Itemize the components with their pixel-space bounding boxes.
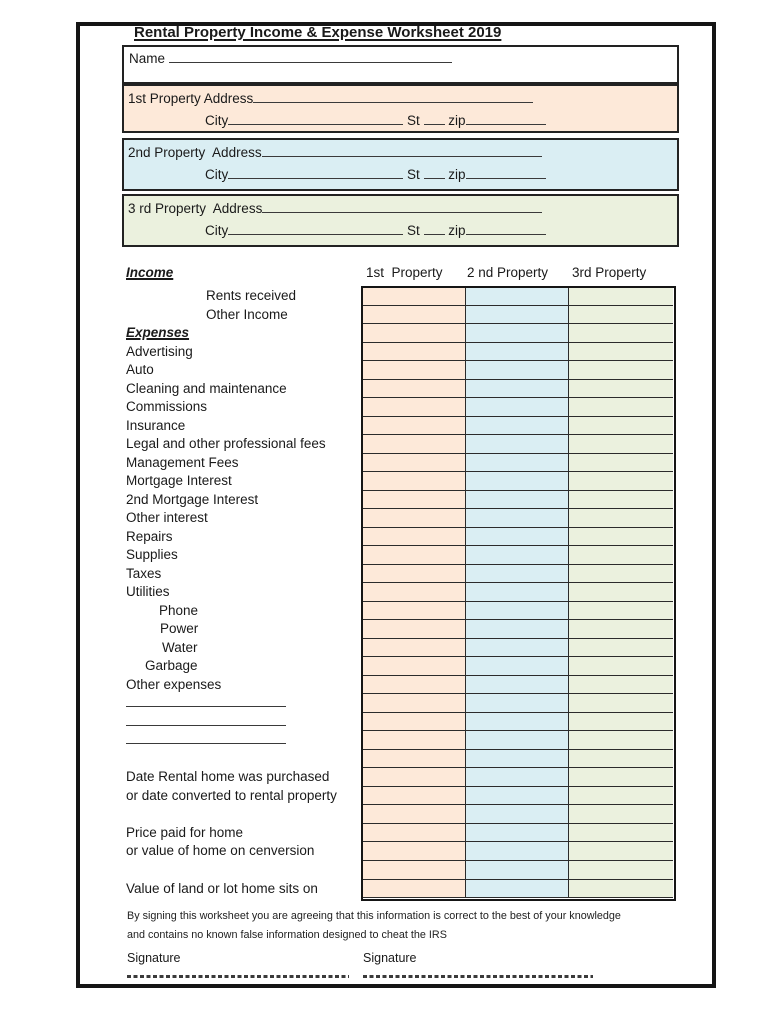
worksheet-row: [126, 583, 673, 602]
cell-1st-property[interactable]: [362, 805, 465, 824]
cell-1st-property[interactable]: [362, 306, 465, 325]
cell-2nd-property[interactable]: [465, 787, 568, 806]
row-label: [126, 805, 362, 824]
cell-2nd-property[interactable]: [465, 565, 568, 584]
cell-1st-property[interactable]: [362, 509, 465, 528]
cell-2nd-property[interactable]: [465, 306, 568, 325]
worksheet-row: [126, 639, 673, 658]
worksheet-row: [126, 861, 673, 880]
cell-2nd-property[interactable]: [465, 583, 568, 602]
property-2-st-fill-line[interactable]: [424, 166, 445, 179]
cell-1st-property[interactable]: [362, 657, 465, 676]
worksheet-grid: [126, 287, 673, 898]
cell-2nd-property[interactable]: [465, 842, 568, 861]
row-label: Other expenses: [126, 676, 222, 692]
custom-expense-label: [126, 694, 362, 713]
worksheet-row: [126, 454, 673, 473]
cell-2nd-property[interactable]: [465, 454, 568, 473]
custom-expense-fill-line[interactable]: [126, 694, 286, 707]
property-3-address-fill-line[interactable]: [262, 200, 542, 213]
worksheet-row: [126, 324, 673, 343]
row-label: Power: [160, 621, 199, 637]
row-label: Management Fees: [126, 454, 239, 470]
custom-expense-label: [126, 713, 362, 732]
column-header-2nd-property: 2 nd Property: [467, 265, 549, 280]
worksheet-row: [126, 528, 673, 547]
cell-3rd-property[interactable]: [568, 454, 673, 473]
cell-1st-property[interactable]: [362, 417, 465, 436]
property-1-zip-fill-line[interactable]: [466, 112, 546, 125]
cell-1st-property[interactable]: [362, 676, 465, 695]
custom-expense-label: [126, 731, 362, 750]
cell-3rd-property[interactable]: [568, 620, 673, 639]
cell-2nd-property[interactable]: [465, 639, 568, 658]
cell-1st-property[interactable]: [362, 602, 465, 621]
worksheet-row: [126, 805, 673, 824]
cell-3rd-property[interactable]: [568, 528, 673, 547]
cell-1st-property[interactable]: [362, 824, 465, 843]
cell-2nd-property[interactable]: [465, 417, 568, 436]
cell-2nd-property[interactable]: [465, 398, 568, 417]
cell-1st-property[interactable]: [362, 287, 465, 306]
worksheet-header: [126, 265, 675, 280]
property-2-st-label: St: [403, 167, 424, 182]
cell-2nd-property[interactable]: [465, 620, 568, 639]
worksheet-row: [126, 768, 673, 787]
row-label: [126, 861, 362, 880]
property-box-2: [122, 138, 679, 191]
cell-3rd-property[interactable]: [568, 472, 673, 491]
cell-1st-property[interactable]: [362, 620, 465, 639]
cell-1st-property[interactable]: [362, 435, 465, 454]
cell-1st-property[interactable]: [362, 694, 465, 713]
expenses-heading: Expenses: [126, 325, 190, 341]
row-label: or date converted to rental property: [126, 787, 337, 803]
row-label: Advertising: [126, 343, 193, 359]
cell-3rd-property[interactable]: [568, 417, 673, 436]
property-2-address-fill-line[interactable]: [262, 144, 542, 157]
cell-1st-property[interactable]: [362, 491, 465, 510]
cell-2nd-property[interactable]: [465, 657, 568, 676]
cell-2nd-property[interactable]: [465, 435, 568, 454]
row-label: Other interest: [126, 510, 208, 526]
property-box-1: [122, 84, 679, 133]
name-box: [122, 45, 679, 84]
cell-3rd-property[interactable]: [568, 324, 673, 343]
worksheet-row: [126, 880, 673, 899]
cell-1st-property[interactable]: [362, 861, 465, 880]
cell-3rd-property[interactable]: [568, 287, 673, 306]
worksheet-row: [126, 842, 673, 861]
row-label: Taxes: [126, 565, 162, 581]
property-1-city-label: City: [205, 113, 229, 128]
row-label: Value of land or lot home sits on: [126, 880, 318, 896]
worksheet-row: [126, 676, 673, 695]
cell-3rd-property[interactable]: [568, 306, 673, 325]
cell-3rd-property[interactable]: [568, 583, 673, 602]
worksheet-row: [126, 824, 673, 843]
worksheet-row: [126, 694, 673, 713]
worksheet-row: [126, 509, 673, 528]
worksheet-row: [126, 472, 673, 491]
row-label: Date Rental home was purchased: [126, 769, 330, 785]
cell-2nd-property[interactable]: [465, 380, 568, 399]
column-header-1st-property: 1st Property: [366, 265, 443, 280]
cell-3rd-property[interactable]: [568, 657, 673, 676]
cell-2nd-property[interactable]: [465, 509, 568, 528]
signature-fill-line-left[interactable]: [127, 975, 349, 978]
signature-label-right: Signature: [363, 951, 417, 965]
worksheet-row: [126, 787, 673, 806]
row-label: Rents received: [206, 288, 297, 303]
property-2-city-fill-line[interactable]: [228, 166, 403, 179]
cell-1st-property[interactable]: [362, 472, 465, 491]
cell-2nd-property[interactable]: [465, 324, 568, 343]
cell-3rd-property[interactable]: [568, 861, 673, 880]
property-3-st-label: St: [403, 223, 424, 238]
cell-3rd-property[interactable]: [568, 565, 673, 584]
cell-3rd-property[interactable]: [568, 491, 673, 510]
cell-1st-property[interactable]: [362, 787, 465, 806]
worksheet-row: [126, 306, 673, 325]
row-label: Legal and other professional fees: [126, 436, 326, 452]
cell-1st-property[interactable]: [362, 639, 465, 658]
cell-3rd-property[interactable]: [568, 824, 673, 843]
property-3-zip-fill-line[interactable]: [466, 222, 546, 235]
property-3-address-label: 3 rd Property Address: [128, 201, 263, 216]
cell-3rd-property[interactable]: [568, 805, 673, 824]
cell-3rd-property[interactable]: [568, 694, 673, 713]
cell-2nd-property[interactable]: [465, 343, 568, 362]
row-label: Mortgage Interest: [126, 473, 232, 489]
cell-2nd-property[interactable]: [465, 528, 568, 547]
worksheet-row: [126, 713, 673, 732]
row-label: Price paid for home: [126, 824, 244, 840]
cell-1st-property[interactable]: [362, 343, 465, 362]
row-label: Supplies: [126, 547, 178, 563]
property-1-st-label: St: [403, 113, 424, 128]
cell-1st-property[interactable]: [362, 713, 465, 732]
cell-2nd-property[interactable]: [465, 880, 568, 899]
cell-2nd-property[interactable]: [465, 472, 568, 491]
cell-3rd-property[interactable]: [568, 842, 673, 861]
cell-3rd-property[interactable]: [568, 713, 673, 732]
worksheet-row: [126, 565, 673, 584]
worksheet-row: [126, 750, 673, 769]
worksheet-row: [126, 343, 673, 362]
cell-3rd-property[interactable]: [568, 676, 673, 695]
cell-1st-property[interactable]: [362, 398, 465, 417]
cell-2nd-property[interactable]: [465, 491, 568, 510]
property-2-address-label: 2nd Property Address: [128, 145, 262, 160]
cell-2nd-property[interactable]: [465, 361, 568, 380]
row-label: Water: [162, 639, 198, 655]
row-label: Phone: [159, 602, 199, 618]
property-2-zip-fill-line[interactable]: [466, 166, 546, 179]
signature-label-left: Signature: [127, 951, 181, 965]
name-label: Name: [129, 51, 169, 66]
worksheet-row: [126, 435, 673, 454]
worksheet-row: [126, 602, 673, 621]
property-3-city-fill-line[interactable]: [228, 222, 403, 235]
worksheet-row: [126, 731, 673, 750]
cell-1st-property[interactable]: [362, 750, 465, 769]
property-3-st-fill-line[interactable]: [424, 222, 445, 235]
cell-1st-property[interactable]: [362, 880, 465, 899]
cell-3rd-property[interactable]: [568, 546, 673, 565]
worksheet-row: [126, 398, 673, 417]
cell-3rd-property[interactable]: [568, 343, 673, 362]
row-label: Repairs: [126, 528, 173, 544]
worksheet-row: [126, 620, 673, 639]
disclaimer-line-1: By signing this worksheet you are agreeing that this information is correct to the best of your knowledge: [127, 910, 621, 922]
cell-2nd-property[interactable]: [465, 731, 568, 750]
row-label: 2nd Mortgage Interest: [126, 491, 259, 507]
property-2-zip-label: zip: [444, 167, 466, 182]
cell-3rd-property[interactable]: [568, 380, 673, 399]
worksheet-row: [126, 287, 673, 306]
cell-3rd-property[interactable]: [568, 731, 673, 750]
row-label: Cleaning and maintenance: [126, 380, 287, 396]
row-label: Other Income: [206, 306, 288, 322]
cell-2nd-property[interactable]: [465, 750, 568, 769]
cell-3rd-property[interactable]: [568, 639, 673, 658]
row-label: Commissions: [126, 399, 208, 415]
row-label: Insurance: [126, 417, 186, 433]
signature-fill-line-right[interactable]: [363, 975, 593, 978]
cell-1st-property[interactable]: [362, 454, 465, 473]
worksheet-row: [126, 491, 673, 510]
row-label: Garbage: [145, 658, 198, 674]
cell-1st-property[interactable]: [362, 731, 465, 750]
property-box-3: [122, 194, 679, 247]
cell-3rd-property[interactable]: [568, 880, 673, 899]
custom-expense-fill-line[interactable]: [126, 713, 286, 726]
cell-1st-property[interactable]: [362, 565, 465, 584]
property-3-zip-label: zip: [444, 223, 466, 238]
property-1-st-fill-line[interactable]: [424, 112, 445, 125]
property-1-address-fill-line[interactable]: [253, 90, 533, 103]
cell-1st-property[interactable]: [362, 842, 465, 861]
cell-2nd-property[interactable]: [465, 676, 568, 695]
row-label: [126, 750, 362, 769]
disclaimer-line-2: and contains no known false information designed to cheat the IRS: [127, 929, 447, 941]
cell-3rd-property[interactable]: [568, 509, 673, 528]
property-3-city-label: City: [205, 223, 229, 238]
cell-2nd-property[interactable]: [465, 861, 568, 880]
cell-2nd-property[interactable]: [465, 287, 568, 306]
cell-3rd-property[interactable]: [568, 750, 673, 769]
worksheet-row: [126, 417, 673, 436]
worksheet-row: [126, 546, 673, 565]
row-label: Auto: [126, 362, 154, 378]
property-2-city-label: City: [205, 167, 229, 182]
name-fill-line[interactable]: [169, 50, 452, 63]
property-1-city-fill-line[interactable]: [228, 112, 403, 125]
cell-3rd-property[interactable]: [568, 602, 673, 621]
cell-2nd-property[interactable]: [465, 768, 568, 787]
property-1-zip-label: zip: [444, 113, 466, 128]
cell-3rd-property[interactable]: [568, 787, 673, 806]
cell-3rd-property[interactable]: [568, 768, 673, 787]
worksheet-row: [126, 657, 673, 676]
page-title: Rental Property Income & Expense Worksheet 2019: [134, 24, 502, 41]
cell-2nd-property[interactable]: [465, 546, 568, 565]
cell-1st-property[interactable]: [362, 324, 465, 343]
cell-2nd-property[interactable]: [465, 602, 568, 621]
cell-1st-property[interactable]: [362, 583, 465, 602]
income-heading: Income: [126, 265, 174, 280]
worksheet-row: [126, 380, 673, 399]
cell-1st-property[interactable]: [362, 528, 465, 547]
cell-3rd-property[interactable]: [568, 361, 673, 380]
cell-2nd-property[interactable]: [465, 805, 568, 824]
cell-2nd-property[interactable]: [465, 824, 568, 843]
cell-1st-property[interactable]: [362, 380, 465, 399]
cell-1st-property[interactable]: [362, 361, 465, 380]
cell-1st-property[interactable]: [362, 768, 465, 787]
worksheet-row: [126, 361, 673, 380]
property-1-address-label: 1st Property Address: [128, 91, 254, 106]
custom-expense-fill-line[interactable]: [126, 731, 286, 744]
column-header-3rd-property: 3rd Property: [572, 265, 647, 280]
cell-3rd-property[interactable]: [568, 398, 673, 417]
cell-2nd-property[interactable]: [465, 694, 568, 713]
cell-2nd-property[interactable]: [465, 713, 568, 732]
row-label: Utilities: [126, 584, 170, 600]
cell-1st-property[interactable]: [362, 546, 465, 565]
row-label: or value of home on cenversion: [126, 843, 315, 859]
cell-3rd-property[interactable]: [568, 435, 673, 454]
